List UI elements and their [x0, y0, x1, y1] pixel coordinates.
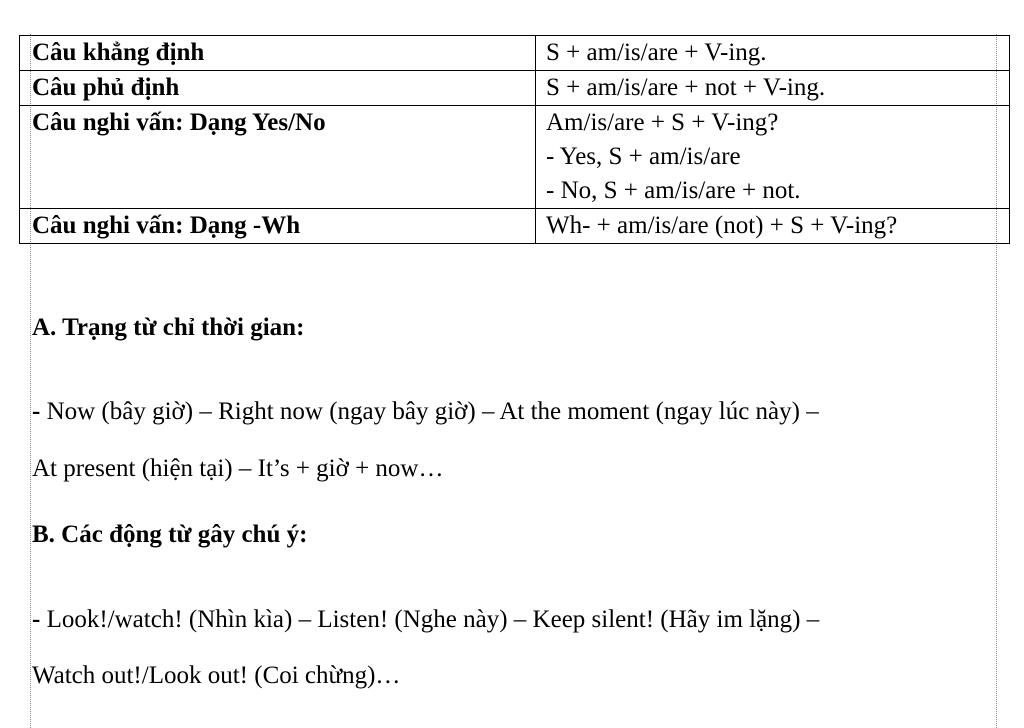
table-row [20, 106, 1010, 209]
section-b-line-1: - Look!/watch! (Nhìn kìa) – Listen! (Nghe này) – Keep silent! (Hãy im lặng) – [32, 606, 820, 633]
section-b-line-2: Watch out!/Look out! (Coi chừng)… [32, 662, 401, 689]
grammar-table [19, 35, 1010, 244]
table-row [20, 36, 1010, 71]
table-cell-label: Câu phủ định [20, 71, 536, 106]
section-a-heading: A. Trạng từ chỉ thời gian: [32, 314, 305, 341]
bullet-dash: - [32, 606, 41, 633]
table-cell-formula: Wh- + am/is/are (not) + S + V-ing? [536, 209, 1010, 244]
table-cell-label: Câu nghi vấn: Dạng -Wh [20, 209, 536, 244]
table-cell-formula: S + am/is/are + not + V-ing. [536, 71, 1010, 106]
table-cell-formula: Am/is/are + S + V-ing? - Yes, S + am/is/are - No, S + am/is/are + not. [536, 106, 1010, 209]
table-cell-formula: S + am/is/are + V-ing. [536, 36, 1010, 71]
section-a-line-2: At present (hiện tại) – It’s + giờ + now… [32, 455, 444, 482]
table-cell-label: Câu nghi vấn: Dạng Yes/No [20, 106, 536, 209]
table-row [20, 71, 1010, 106]
table-row [20, 209, 1010, 244]
table-cell-label: Câu khẳng định [20, 36, 536, 71]
section-b-heading: B. Các động từ gây chú ý: [32, 521, 308, 548]
section-a-line-1: - Now (bây giờ) – Right now (ngay bây giờ) – At the moment (ngay lúc này) – [32, 398, 819, 425]
bullet-dash: - [32, 398, 41, 425]
